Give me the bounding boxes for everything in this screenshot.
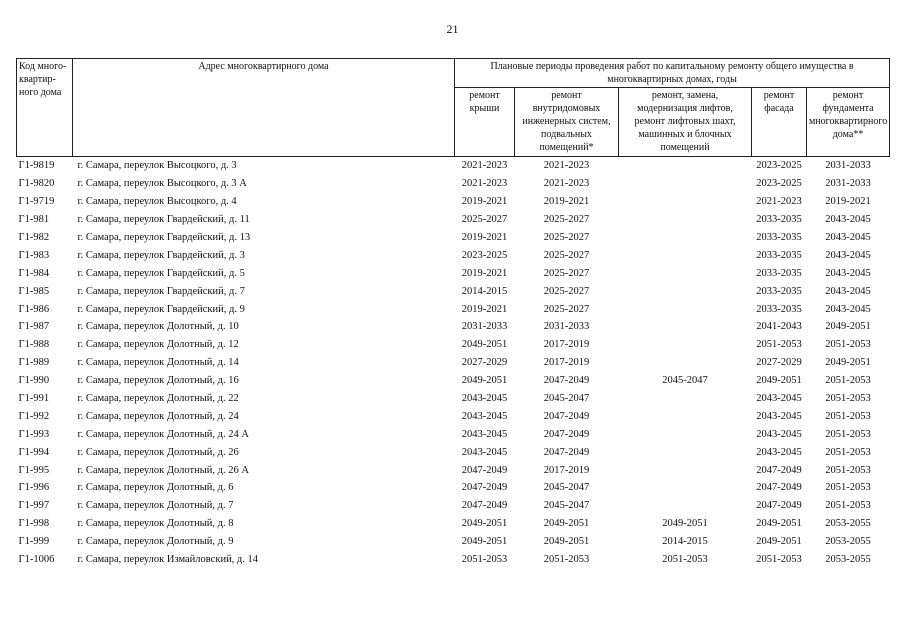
table-row (17, 461, 890, 479)
cell-elevators (619, 390, 752, 408)
cell-engineering: 2017-2019 (543, 339, 590, 351)
header-roof: ремонт крыши (455, 88, 515, 157)
cell-code: Г1-988 (18, 339, 50, 351)
cell-facade: 2033-2035 (756, 232, 802, 243)
cell-code: Г1-982 (18, 232, 50, 243)
cell-code: Г1-995 (18, 464, 50, 476)
cell-code: Г1-998 (18, 518, 50, 530)
cell-engineering: 2031-2033 (543, 321, 590, 333)
table-row (17, 497, 890, 515)
cell-facade: 2023-2025 (756, 160, 802, 172)
cell-elevators (619, 479, 752, 497)
cell-roof: 2019-2021 (461, 232, 508, 243)
cell-code: Г1-9719 (18, 196, 55, 208)
cell-foundation: 2031-2033 (825, 160, 871, 172)
cell-facade: 2047-2049 (756, 464, 802, 476)
cell-address: г. Самара, переулок Высоцкого, д. 3 (77, 160, 237, 172)
cell-address: г. Самара, переулок Долотный, д. 6 (77, 482, 234, 494)
cell-address: г. Самара, переулок Высоцкого, д. 3 А (77, 178, 247, 190)
cell-elevators (619, 300, 752, 318)
cell-code: Г1-992 (18, 410, 50, 422)
table-row (17, 246, 890, 264)
cell-address: г. Самара, переулок Долотный, д. 26 А (77, 464, 249, 476)
cell-engineering: 2025-2027 (543, 249, 590, 261)
cell-roof: 2031-2033 (461, 321, 508, 333)
cell-engineering: 2021-2023 (543, 178, 590, 190)
cell-roof: 2014-2015 (461, 285, 508, 297)
cell-code: Г1-987 (18, 321, 50, 333)
cell-engineering: 2025-2027 (543, 232, 590, 243)
cell-roof: 2027-2029 (461, 357, 508, 369)
cell-engineering: 2025-2027 (543, 214, 590, 226)
header-code: Код много-квартир-ного дома (17, 59, 73, 157)
cell-foundation: 2053-2055 (825, 536, 871, 548)
cell-engineering: 2045-2047 (543, 482, 590, 494)
table-row (17, 372, 890, 390)
cell-address: г. Самара, переулок Гвардейский, д. 3 (77, 249, 245, 261)
cell-elevators (619, 157, 752, 175)
cell-foundation: 2043-2045 (825, 267, 871, 279)
cell-elevators: 2014-2015 (662, 536, 708, 548)
cell-facade: 2051-2053 (756, 554, 802, 566)
cell-facade: 2043-2045 (756, 410, 802, 422)
cell-elevators (619, 246, 752, 264)
cell-address: г. Самара, переулок Долотный, д. 16 (77, 375, 239, 387)
cell-engineering: 2025-2027 (543, 303, 590, 315)
table-row (17, 175, 890, 193)
header-elevators: ремонт, замена, модернизация лифтов, ремонт лифтовых шахт, машинных и блочных помещений (619, 88, 752, 157)
cell-elevators: 2045-2047 (662, 375, 708, 387)
cell-elevators (619, 407, 752, 425)
table-row (17, 300, 890, 318)
cell-elevators (619, 211, 752, 229)
cell-address: г. Самара, переулок Долотный, д. 14 (77, 357, 239, 369)
table-row (17, 318, 890, 336)
cell-address: г. Самара, переулок Долотный, д. 24 А (77, 428, 249, 440)
cell-elevators (619, 282, 752, 300)
cell-facade: 2033-2035 (756, 249, 802, 261)
cell-engineering: 2045-2047 (543, 500, 590, 512)
cell-roof: 2049-2051 (461, 375, 508, 387)
table-row (17, 479, 890, 497)
cell-foundation: 2051-2053 (825, 410, 871, 422)
table-row (17, 425, 890, 443)
table-body (17, 157, 890, 569)
cell-code: Г1-989 (18, 357, 50, 369)
cell-address: г. Самара, переулок Измайловский, д. 14 (77, 554, 259, 566)
cell-foundation: 2051-2053 (825, 464, 871, 476)
cell-address: г. Самара, переулок Высоцкого, д. 4 (77, 196, 237, 208)
cell-foundation: 2043-2045 (825, 249, 871, 261)
cell-code: Г1-993 (18, 428, 50, 440)
cell-code: Г1-981 (18, 214, 50, 226)
page-number: 21 (446, 22, 459, 36)
cell-foundation: 2051-2053 (825, 482, 871, 494)
table-row (17, 264, 890, 282)
cell-engineering: 2045-2047 (543, 393, 590, 405)
cell-foundation: 2051-2053 (825, 446, 871, 458)
cell-address: г. Самара, переулок Долотный, д. 12 (77, 339, 239, 351)
cell-address: г. Самара, переулок Долотный, д. 8 (77, 518, 234, 530)
cell-foundation: 2053-2055 (825, 554, 871, 566)
cell-facade: 2047-2049 (756, 482, 802, 494)
cell-roof: 2019-2021 (461, 303, 508, 315)
cell-facade: 2043-2045 (756, 446, 802, 458)
cell-roof: 2043-2045 (461, 410, 508, 422)
cell-foundation: 2043-2045 (825, 232, 871, 243)
header-engineering: ремонт внутридомовых инженерных систем, подвальных помещений* (515, 88, 619, 157)
cell-engineering: 2051-2053 (543, 554, 590, 566)
cell-elevators (619, 175, 752, 193)
cell-elevators: 2049-2051 (662, 518, 708, 530)
cell-roof: 2043-2045 (461, 446, 508, 458)
cell-elevators (619, 193, 752, 211)
cell-elevators: 2051-2053 (662, 554, 708, 566)
cell-elevators (619, 461, 752, 479)
cell-address: г. Самара, переулок Долотный, д. 26 (77, 446, 239, 458)
cell-facade: 2021-2023 (756, 196, 802, 208)
cell-address: г. Самара, переулок Гвардейский, д. 9 (77, 303, 245, 315)
cell-facade: 2033-2035 (756, 303, 802, 315)
cell-code: Г1-999 (18, 536, 50, 548)
cell-foundation: 2051-2053 (825, 339, 871, 351)
cell-code: Г1-996 (18, 482, 50, 494)
table-row (17, 229, 890, 247)
cell-elevators (619, 497, 752, 515)
cell-roof: 2049-2051 (461, 536, 508, 548)
cell-foundation: 2049-2051 (825, 321, 871, 333)
header-address: Адрес многоквартирного дома (73, 59, 455, 157)
cell-facade: 2043-2045 (756, 393, 802, 405)
capital-repair-table (16, 58, 890, 568)
cell-code: Г1-985 (18, 285, 50, 297)
cell-foundation: 2043-2045 (825, 285, 871, 297)
table-row (17, 282, 890, 300)
cell-elevators (619, 443, 752, 461)
cell-facade: 2049-2051 (756, 536, 802, 548)
cell-roof: 2047-2049 (461, 500, 508, 512)
cell-engineering: 2025-2027 (543, 285, 590, 297)
cell-roof: 2047-2049 (461, 464, 508, 476)
header-foundation: ремонт фундамента многоквартирного дома** (807, 88, 890, 157)
cell-roof: 2043-2045 (461, 393, 508, 405)
cell-facade: 2033-2035 (756, 267, 802, 279)
table-row (17, 443, 890, 461)
cell-roof: 2021-2023 (461, 160, 508, 172)
table-row (17, 211, 890, 229)
cell-roof: 2047-2049 (461, 482, 508, 494)
cell-roof: 2019-2021 (461, 267, 508, 279)
cell-elevators (619, 318, 752, 336)
cell-foundation: 2051-2053 (825, 428, 871, 440)
cell-engineering: 2047-2049 (543, 428, 590, 440)
cell-code: Г1-991 (18, 393, 50, 405)
table-row (17, 551, 890, 569)
cell-facade: 2051-2053 (756, 339, 802, 351)
cell-engineering: 2017-2019 (543, 464, 590, 476)
cell-code: Г1-9819 (18, 160, 55, 172)
cell-roof: 2021-2023 (461, 178, 508, 190)
cell-facade: 2049-2051 (756, 375, 802, 387)
cell-code: Г1-983 (18, 249, 50, 261)
cell-facade: 2041-2043 (756, 321, 802, 333)
table-row (17, 157, 890, 175)
cell-engineering: 2017-2019 (543, 357, 590, 369)
cell-address: г. Самара, переулок Гвардейский, д. 13 (77, 232, 251, 243)
cell-address: г. Самара, переулок Долотный, д. 24 (77, 410, 239, 422)
cell-address: г. Самара, переулок Долотный, д. 22 (77, 393, 239, 405)
header-periods: Плановые периоды проведения работ по капитальному ремонту общего имущества в многоквартирных домах, годы (455, 59, 890, 88)
cell-engineering: 2049-2051 (543, 518, 590, 530)
cell-elevators (619, 264, 752, 282)
cell-foundation: 2043-2045 (825, 303, 871, 315)
table-row (17, 354, 890, 372)
cell-engineering: 2019-2021 (543, 196, 590, 208)
table-row (17, 407, 890, 425)
cell-elevators (619, 354, 752, 372)
cell-engineering: 2021-2023 (543, 160, 590, 172)
table-row (17, 193, 890, 211)
cell-address: г. Самара, переулок Гвардейский, д. 5 (77, 267, 245, 279)
cell-code: Г1-9820 (18, 178, 55, 190)
cell-foundation: 2031-2033 (825, 178, 871, 190)
cell-foundation: 2053-2055 (825, 518, 871, 530)
cell-foundation: 2051-2053 (825, 393, 871, 405)
table-row (17, 515, 890, 533)
cell-engineering: 2047-2049 (543, 446, 590, 458)
cell-roof: 2043-2045 (461, 428, 508, 440)
table-row (17, 533, 890, 551)
cell-code: Г1-990 (18, 375, 50, 387)
cell-foundation: 2043-2045 (825, 214, 871, 226)
header-facade: ремонт фасада (752, 88, 807, 157)
cell-facade: 2023-2025 (756, 178, 802, 190)
cell-elevators (619, 425, 752, 443)
table-row (17, 336, 890, 354)
cell-code: Г1-984 (18, 267, 50, 279)
cell-facade: 2033-2035 (756, 214, 802, 226)
cell-roof: 2023-2025 (461, 249, 508, 261)
cell-foundation: 2051-2053 (825, 500, 871, 512)
cell-roof: 2049-2051 (461, 518, 508, 530)
cell-code: Г1-997 (18, 500, 50, 512)
cell-facade: 2027-2029 (756, 357, 802, 369)
cell-foundation: 2051-2053 (825, 375, 871, 387)
cell-facade: 2043-2045 (756, 428, 802, 440)
cell-address: г. Самара, переулок Долотный, д. 9 (77, 536, 234, 548)
cell-facade: 2047-2049 (756, 500, 802, 512)
cell-address: г. Самара, переулок Гвардейский, д. 7 (77, 285, 245, 297)
cell-roof: 2051-2053 (461, 554, 508, 566)
cell-code: Г1-986 (18, 303, 50, 315)
cell-roof: 2019-2021 (461, 196, 508, 208)
cell-address: г. Самара, переулок Долотный, д. 10 (77, 321, 239, 333)
cell-elevators (619, 229, 752, 247)
cell-engineering: 2025-2027 (543, 267, 590, 279)
cell-address: г. Самара, переулок Долотный, д. 7 (77, 500, 234, 512)
cell-code: Г1-994 (18, 446, 50, 458)
cell-roof: 2025-2027 (461, 214, 508, 226)
cell-address: г. Самара, переулок Гвардейский, д. 11 (77, 214, 250, 226)
cell-foundation: 2049-2051 (825, 357, 871, 369)
cell-facade: 2033-2035 (756, 285, 802, 297)
cell-engineering: 2047-2049 (543, 375, 590, 387)
cell-code: Г1-1006 (18, 554, 55, 566)
cell-roof: 2049-2051 (461, 339, 508, 351)
table-row (17, 390, 890, 408)
cell-engineering: 2049-2051 (543, 536, 590, 548)
table-header (17, 59, 890, 157)
cell-engineering: 2047-2049 (543, 410, 590, 422)
cell-foundation: 2019-2021 (825, 196, 871, 208)
cell-facade: 2049-2051 (756, 518, 802, 530)
cell-elevators (619, 336, 752, 354)
